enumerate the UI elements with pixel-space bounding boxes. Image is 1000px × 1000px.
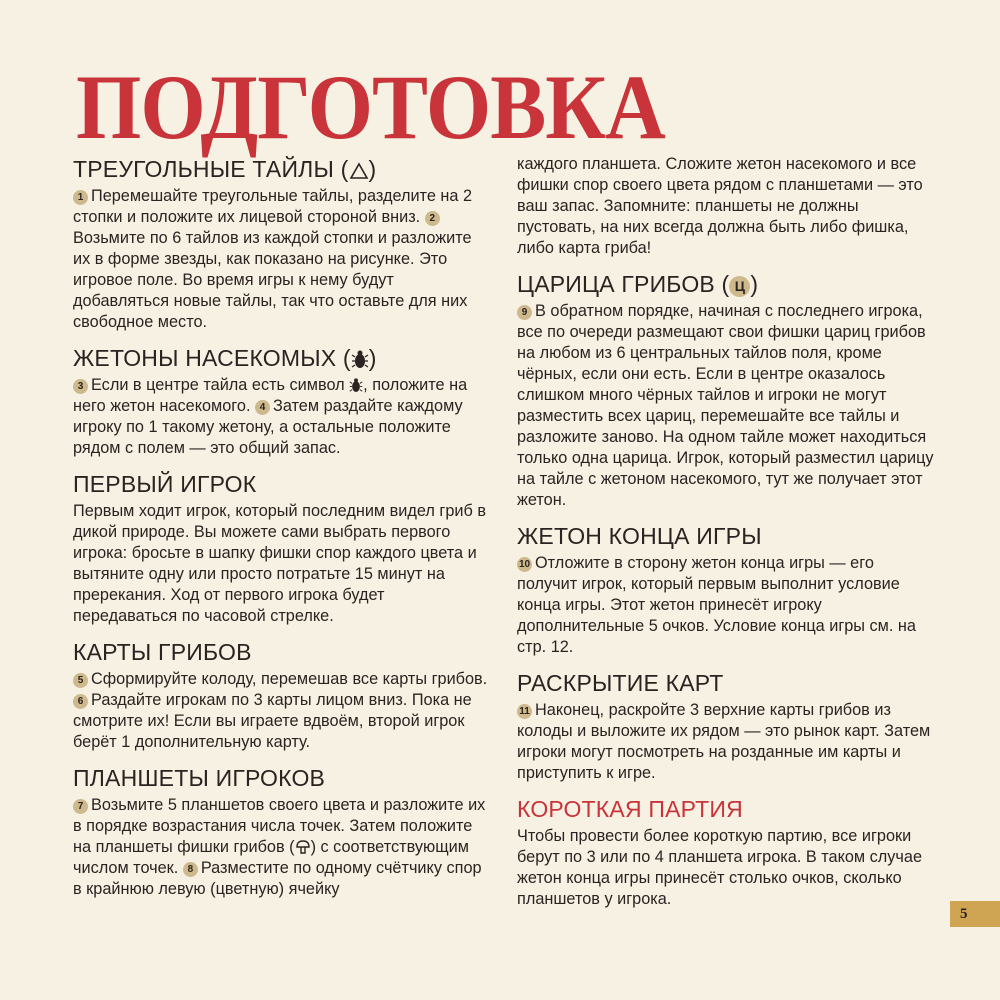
section-player-boards bbox=[73, 763, 493, 900]
step-number: 5 bbox=[73, 673, 88, 688]
section-heading: ЖЕТОНЫ НАСЕКОМЫХ ( ) bbox=[73, 345, 377, 371]
step-number: 7 bbox=[73, 799, 88, 814]
step-number: 11 bbox=[517, 704, 532, 719]
page-title: ПОДГОТОВКА bbox=[76, 56, 665, 159]
section-mushroom-cards bbox=[73, 637, 493, 753]
section-insect-tokens bbox=[73, 343, 493, 459]
paragraph: 7 Возьмите 5 планшетов своего цвета и разложите их в порядке возрастания числа точек. Затем положите на планшеты фишки грибов ( ) с соответствующим числом точек. 8 Разместите по одному счётчику спор в крайнюю левую (цветную) ячейку bbox=[73, 796, 486, 898]
section-heading: ТРЕУГОЛЬНЫЕ ТАЙЛЫ ( ) bbox=[73, 156, 377, 182]
section-heading: ЦАРИЦА ГРИБОВ ( Ц ) bbox=[517, 271, 759, 297]
section-heading: ПЛАНШЕТЫ ИГРОКОВ bbox=[73, 765, 326, 791]
paragraph: 3 Если в центре тайла есть символ , положите на него жетон насекомого. 4 Затем раздайте каждому игроку по 1 такому жетону, а остальные положите рядом с полем — это общий запас. bbox=[73, 376, 468, 457]
section-reveal-cards bbox=[517, 668, 935, 784]
step-number: 8 bbox=[183, 862, 198, 877]
step-number: 3 bbox=[73, 379, 88, 394]
step-number: 6 bbox=[73, 694, 88, 709]
paragraph: 9 В обратном порядке, начиная с последнего игрока, все по очереди размещают свои фишки цариц грибов на любом из 6 центральных тайлов поля, кроме чёрных, если они есть. Если в центре оказалось слишком много чёрных тайлов и игроки не могут разместить всех цариц, перемешайте все тайлы и разложите заново. На одном тайле может находиться только одна царица. Игрок, который разместил царицу на тайле с жетоном насекомого, тут же получает этот жетон. bbox=[517, 302, 934, 509]
paragraph: 11 Наконец, раскройте 3 верхние карты грибов из колоды и выложите их рядом — это рынок карт. Затем игроки могут посмотреть на розданные им карты и приступить к игре. bbox=[517, 701, 931, 782]
section-first-player bbox=[73, 469, 493, 627]
step-number: 2 bbox=[425, 211, 440, 226]
step-number: 1 bbox=[73, 190, 88, 205]
section-heading: КОРОТКАЯ ПАРТИЯ bbox=[517, 796, 743, 822]
paragraph: Чтобы провести более короткую партию, все игроки берут по 3 или по 4 планшета игрока. В таком случае жетон конца игры принесёт столько очков, сколько планшетов у игрока. bbox=[517, 827, 923, 908]
section-mushroom-queen bbox=[517, 269, 935, 511]
page-number: 5 bbox=[950, 901, 1000, 927]
section-heading: ПЕРВЫЙ ИГРОК bbox=[73, 471, 257, 497]
right-column bbox=[517, 154, 935, 920]
paragraph: 10 Отложите в сторону жетон конца игры — его получит игрок, который первым выполнит условие конца игры. Этот жетон принесёт игроку дополнительные 5 очков. Условие конца игры см. на стр. 12. bbox=[517, 554, 916, 656]
step-number: 4 bbox=[255, 400, 270, 415]
section-short-game bbox=[517, 794, 935, 910]
left-column bbox=[73, 154, 493, 910]
step-number: 9 bbox=[517, 305, 532, 320]
step-number: 10 bbox=[518, 559, 531, 570]
paragraph: 1 Перемешайте треугольные тайлы, разделите на 2 стопки и положите их лицевой стороной вниз. 2Возьмите по 6 тайлов из каждой стопки и разложите их в форме звезды, как показано на рисунке. Это игровое поле. Во время игры к нему будут добавляться новые тайлы, так что оставьте для них свободное место. bbox=[73, 187, 473, 331]
paragraph-continuation: каждого планшета. Сложите жетон насекомого и все фишки спор своего цвета рядом с планшетами — это ваш запас. Запомните: планшеты не должны пустовать, на них всегда должна быть либо фишка, либо карта гриба! bbox=[517, 155, 923, 257]
section-heading: ЖЕТОН КОНЦА ИГРЫ bbox=[517, 523, 762, 549]
beetle-icon bbox=[351, 349, 369, 369]
paragraph: Первым ходит игрок, который последним видел гриб в дикой природе. Вы можете сами выбрать первого игрока: бросьте в шапку фишки спор каждого цвета и вытяните одну или просто потратьте 15 минут на пререкания. Ход от первого игрока будет передаваться по часовой стрелке. bbox=[73, 502, 487, 625]
triangle-icon bbox=[349, 162, 369, 180]
section-heading: РАСКРЫТИЕ КАРТ bbox=[517, 670, 724, 696]
mushroom-icon bbox=[295, 839, 311, 855]
queen-badge-icon: Ц bbox=[729, 276, 750, 297]
section-triangular-tiles bbox=[73, 154, 493, 333]
section-end-token bbox=[517, 521, 935, 658]
section-heading: КАРТЫ ГРИБОВ bbox=[73, 639, 252, 665]
beetle-icon bbox=[349, 377, 363, 393]
paragraph: 5 Сформируйте колоду, перемешав все карты грибов. 6 Раздайте игрокам по 3 карты лицом вниз. Пока не смотрите их! Если вы играете вдвоём, второй игрок берёт 1 дополнительную карту. bbox=[73, 670, 488, 751]
